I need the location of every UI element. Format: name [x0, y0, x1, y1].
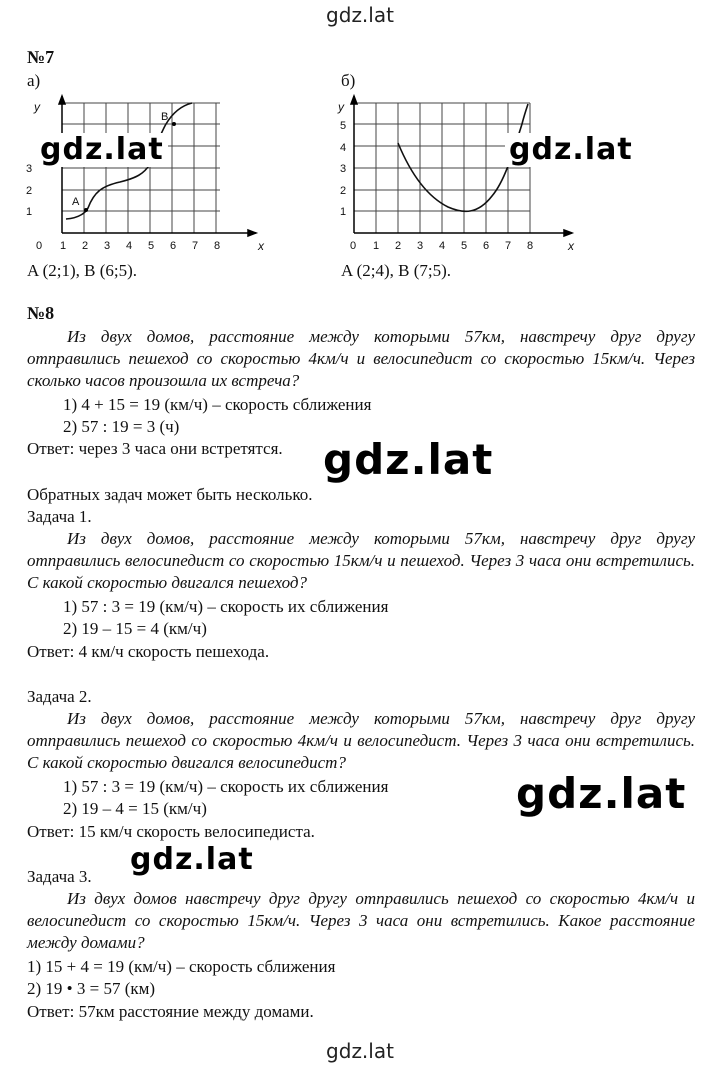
graph-b-label: б) [341, 71, 356, 90]
graph-b-y-tick: 4 [340, 142, 347, 154]
graph-b-x-tick: 0 [350, 240, 357, 252]
task-8-problem: Из двух домов, расстояние между которыми 57км, навстречу друг другу отправились пешеход со скоростью 4км/ч и велосипедист со скоростью 15км/ч. Через сколько часов произошла их встреча? [27, 327, 695, 390]
graph-b-x-tick: 6 [483, 240, 490, 252]
graph-b-x-tick: 7 [505, 240, 512, 252]
inverse-task-3-title: Задача 3. [27, 867, 92, 886]
task-8-number: №8 [27, 303, 55, 323]
graph-b-y-tick: 5 [340, 120, 347, 132]
graph-a-x-tick: 5 [148, 240, 155, 252]
graph-a-x-tick: 2 [82, 240, 89, 252]
graph-a-point-a-label: A [72, 196, 80, 208]
site-footer: gdz.lat [326, 1039, 394, 1063]
watermark: gdz.lat [505, 133, 637, 167]
graph-a-y-label: y [34, 100, 40, 114]
inverse-task-3-text: Из двух домов навстречу друг другу отправились пешеход со скоростью 4км/ч и велосипедист со скоростью 15км/ч. Через 3 часа они встретились. Какое расстояние между домами? [27, 889, 695, 952]
graph-a-x-tick: 0 [36, 240, 43, 252]
graph-b [340, 90, 580, 255]
graph-a-x-tick: 3 [104, 240, 111, 252]
graph-a-answer: A (2;1), B (6;5). [27, 261, 138, 280]
graph-b-x-tick: 1 [373, 240, 380, 252]
graph-a-x-tick: 8 [214, 240, 221, 252]
graph-a-y-tick: 3 [26, 163, 33, 175]
graph-b-answer: A (2;4), B (7;5). [341, 261, 452, 280]
graph-a-point-b [172, 122, 176, 126]
graph-b-y-tick: 1 [340, 206, 347, 218]
site-header: gdz.lat [326, 3, 394, 27]
task-7-number: №7 [27, 47, 55, 67]
graph-b-x-tick: 8 [527, 240, 534, 252]
inverse-task-2-answer: Ответ: 15 км/ч скорость велосипедиста. [27, 822, 315, 841]
watermark: gdz.lat [130, 842, 254, 877]
graph-a-point-b-label: B [161, 111, 169, 123]
graph-b-grid [354, 103, 530, 233]
inverse-task-2-text: Из двух домов, расстояние между которыми 57км, навстречу друг другу отправились пешеход со скоростью 4км/ч и велосипедист. Через 3 часа они встретились. С какой скоростью двигался велосипедист? [27, 709, 695, 772]
graph-a-point-a [84, 208, 88, 212]
watermark: gdz.lat [516, 769, 687, 818]
inverse-task-2-step-2: 2) 19 – 4 = 15 (км/ч) [63, 799, 207, 818]
graph-a-grid [62, 103, 220, 233]
graph-a [26, 90, 270, 255]
inverse-task-1-step-2: 2) 19 – 15 = 4 (км/ч) [63, 619, 207, 638]
graph-b-x-tick: 2 [395, 240, 402, 252]
graph-b-y-label: y [338, 100, 344, 114]
graph-a-y-tick: 2 [26, 185, 33, 197]
task-8-answer: Ответ: через 3 часа они встретятся. [27, 439, 283, 458]
inverse-intro: Обратных задач может быть несколько. [27, 485, 313, 504]
inverse-task-1-title: Задача 1. [27, 507, 92, 526]
inverse-task-2-title: Задача 2. [27, 687, 92, 706]
graph-a-x-tick: 4 [126, 240, 133, 252]
graph-b-x-label: x [568, 239, 574, 253]
inverse-task-1-step-1: 1) 57 : 3 = 19 (км/ч) – скорость их сближения [63, 597, 389, 616]
graph-b-x-tick: 5 [461, 240, 468, 252]
graph-b-x-tick: 4 [439, 240, 446, 252]
watermark: gdz.lat [36, 133, 168, 167]
graph-a-x-tick: 1 [60, 240, 67, 252]
inverse-task-3-step-2: 2) 19 • 3 = 57 (км) [27, 979, 156, 998]
task-8-step-2: 2) 57 : 19 = 3 (ч) [63, 417, 180, 436]
inverse-task-3-answer: Ответ: 57км расстояние между домами. [27, 1002, 314, 1021]
graph-a-x-label: x [258, 239, 264, 253]
graph-b-y-tick: 2 [340, 185, 347, 197]
task-8-step-1: 1) 4 + 15 = 19 (км/ч) – скорость сближения [63, 395, 372, 414]
graph-a-x-tick: 6 [170, 240, 177, 252]
inverse-task-2-step-1: 1) 57 : 3 = 19 (км/ч) – скорость их сближения [63, 777, 389, 796]
watermark: gdz.lat [323, 435, 494, 484]
inverse-task-3-step-1: 1) 15 + 4 = 19 (км/ч) – скорость сближения [27, 957, 336, 976]
inverse-task-1-answer: Ответ: 4 км/ч скорость пешехода. [27, 642, 270, 661]
graph-b-x-tick: 3 [417, 240, 424, 252]
graph-b-y-tick: 3 [340, 163, 347, 175]
inverse-task-1-text: Из двух домов, расстояние между которыми 57км, навстречу друг другу отправились велосипедист со скоростью 15км/ч и пешеход. Через 3 часа они встретились. С какой скоростью двигался пешеход? [27, 529, 695, 592]
graph-a-x-tick: 7 [192, 240, 199, 252]
graph-a-label: а) [27, 71, 41, 90]
graph-a-y-tick: 1 [26, 206, 33, 218]
